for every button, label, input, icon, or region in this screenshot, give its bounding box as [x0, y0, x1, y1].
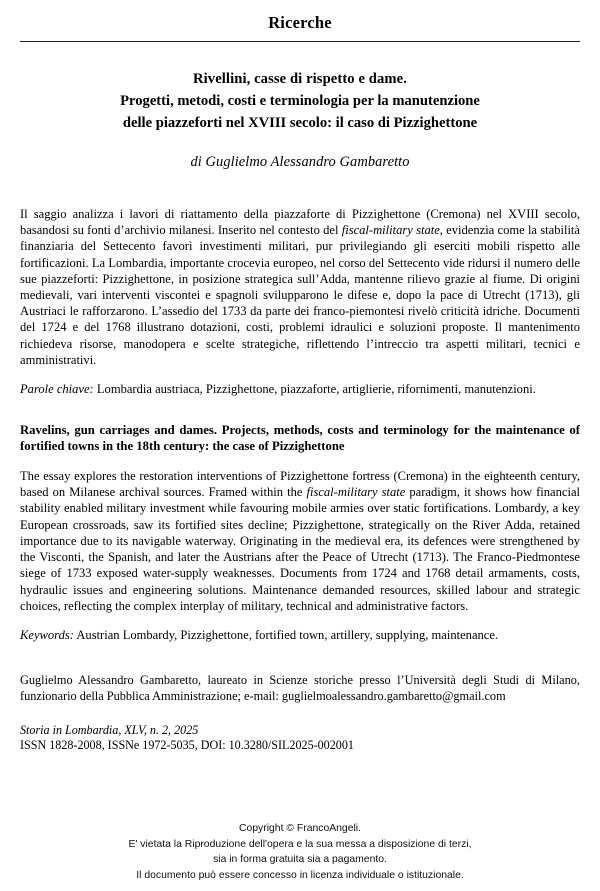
running-head: Ricerche: [268, 13, 332, 32]
article-title-line-1: Rivellini, casse di rispetto e dame.: [193, 71, 407, 88]
copyright-line-2: E' vietata la Riproduzione dell'opera e la sua messa a disposizione di terzi,: [128, 838, 472, 850]
keywords-english-value: Austrian Lombardy, Pizzighettone, fortified town, artillery, supplying, maintenance.: [76, 627, 499, 642]
keywords-english: [20, 627, 580, 643]
copyright-line-3: sia in forma gratuita sia a pagamento.: [213, 854, 387, 866]
article-title-line-2: Progetti, metodi, costi e terminologia per la manutenzione: [120, 93, 480, 110]
abstract-english: The essay explores the restoration interventions of Pizzighettone fortress (Cremona) in the eighteenth century, based on Milanese archival sources. Framed within the fiscal-military state paradigm, it shows how financial stability enabled military investment while favouring mobile armies over static fortifications. Lombardy, a key European crossroads, saw its fortified sites decline; Pizzighettone, strategically on the River Adda, retained importance due to its navigable waterway. Originating in the medieval era, its defences were strengthened by the Visconti, the Spanish, and later the Austrians after the Peace of Utrecht (1713). The Franco-Piedmontese siege of 1733 exposed water-supply weaknesses. Documents from 1724 and 1768 detail armaments, costs, hydraulic issues and engineering solutions. Maintenance demanded resources, skilled labour and strategic choices, reflecting the complex interplay of military, technical and administrative factors.: [20, 468, 581, 613]
article-title-line-3: delle piazzeforti nel XVIII secolo: il caso di Pizzighettone: [122, 114, 478, 131]
author-affiliation-note: Guglielmo Alessandro Gambaretto, laureato in Scienze storiche presso l’Università degli Studi di Milano, funzionario della Pubblica Amministrazione; e-mail: guglielmoalessandro.gambaretto@gmail.com: [20, 672, 580, 703]
copyright-line-1: Copyright © FrancoAngeli.: [238, 823, 361, 835]
abstract-italian: Il saggio analizza i lavori di riattamento della piazzaforte di Pizzighettone (Cremona) nel XVIII secolo, basandosi su fonti d’archivio milanesi. Inserito nel contesto del fiscal-military state, evidenzia come la stabilità finanziaria del Settecento favorì investimenti militari, pur privilegiando gli eserciti mobili rispetto alle fortificazioni. La Lombardia, importante crocevia europeo, nel corso del Settecento vide ridursi il numero delle sue piazzeforti: Pizzighettone, in posizione strategica sull’Adda, mantenne rilievo grazie al fiume. Di origini medievali, vari interventi viscontei e spagnoli svilupparono le difese e, dopo la pace di Utrecht (1713), gli Austriaci le rafforzarono. L’assedio del 1733 da parte dei franco-piemontesi rivelò criticità idriche. Documenti del 1724 e del 1768 illustrano dotazioni, costi, problemi idraulici e soluzioni proposte. Il mantenimento richiedeva risorse, manodopera e scelte strategiche, riflettendo l’intreccio tra aspetti militari, tecnici e amministrativi.: [20, 206, 580, 367]
emphasised-phrase: fiscal-military state: [341, 223, 440, 238]
journal-citation: Storia in Lombardia, XLV, n. 2, 2025: [20, 722, 199, 737]
emphasised-phrase: fiscal-military state: [306, 485, 406, 500]
keywords-italian: [20, 381, 580, 397]
copyright-footer: [0, 821, 600, 883]
author-byline: di Guglielmo Alessandro Gambaretto: [190, 153, 410, 170]
article-title-english: Ravelins, gun carriages and dames. Projects, methods, costs and terminology for the maintenance of fortified towns in the 18th century: the case of Pizzighettone: [20, 422, 580, 454]
header-divider: [20, 41, 580, 42]
publication-info: [20, 723, 580, 754]
keywords-italian-value: Lombardia austriaca, Pizzighettone, piazzaforte, artiglierie, rifornimenti, manutenzioni.: [96, 381, 536, 396]
article-title: [20, 69, 580, 135]
copyright-line-4: Il documento può essere concesso in licenza individuale o istituzionale.: [136, 869, 464, 881]
issn-doi-line: ISSN 1828-2008, ISSNe 1972-5035, DOI: 10.3280/SIL2025-002001: [20, 738, 354, 753]
keywords-english-label: Keywords:: [20, 627, 74, 642]
keywords-italian-label: Parole chiave:: [20, 381, 94, 396]
